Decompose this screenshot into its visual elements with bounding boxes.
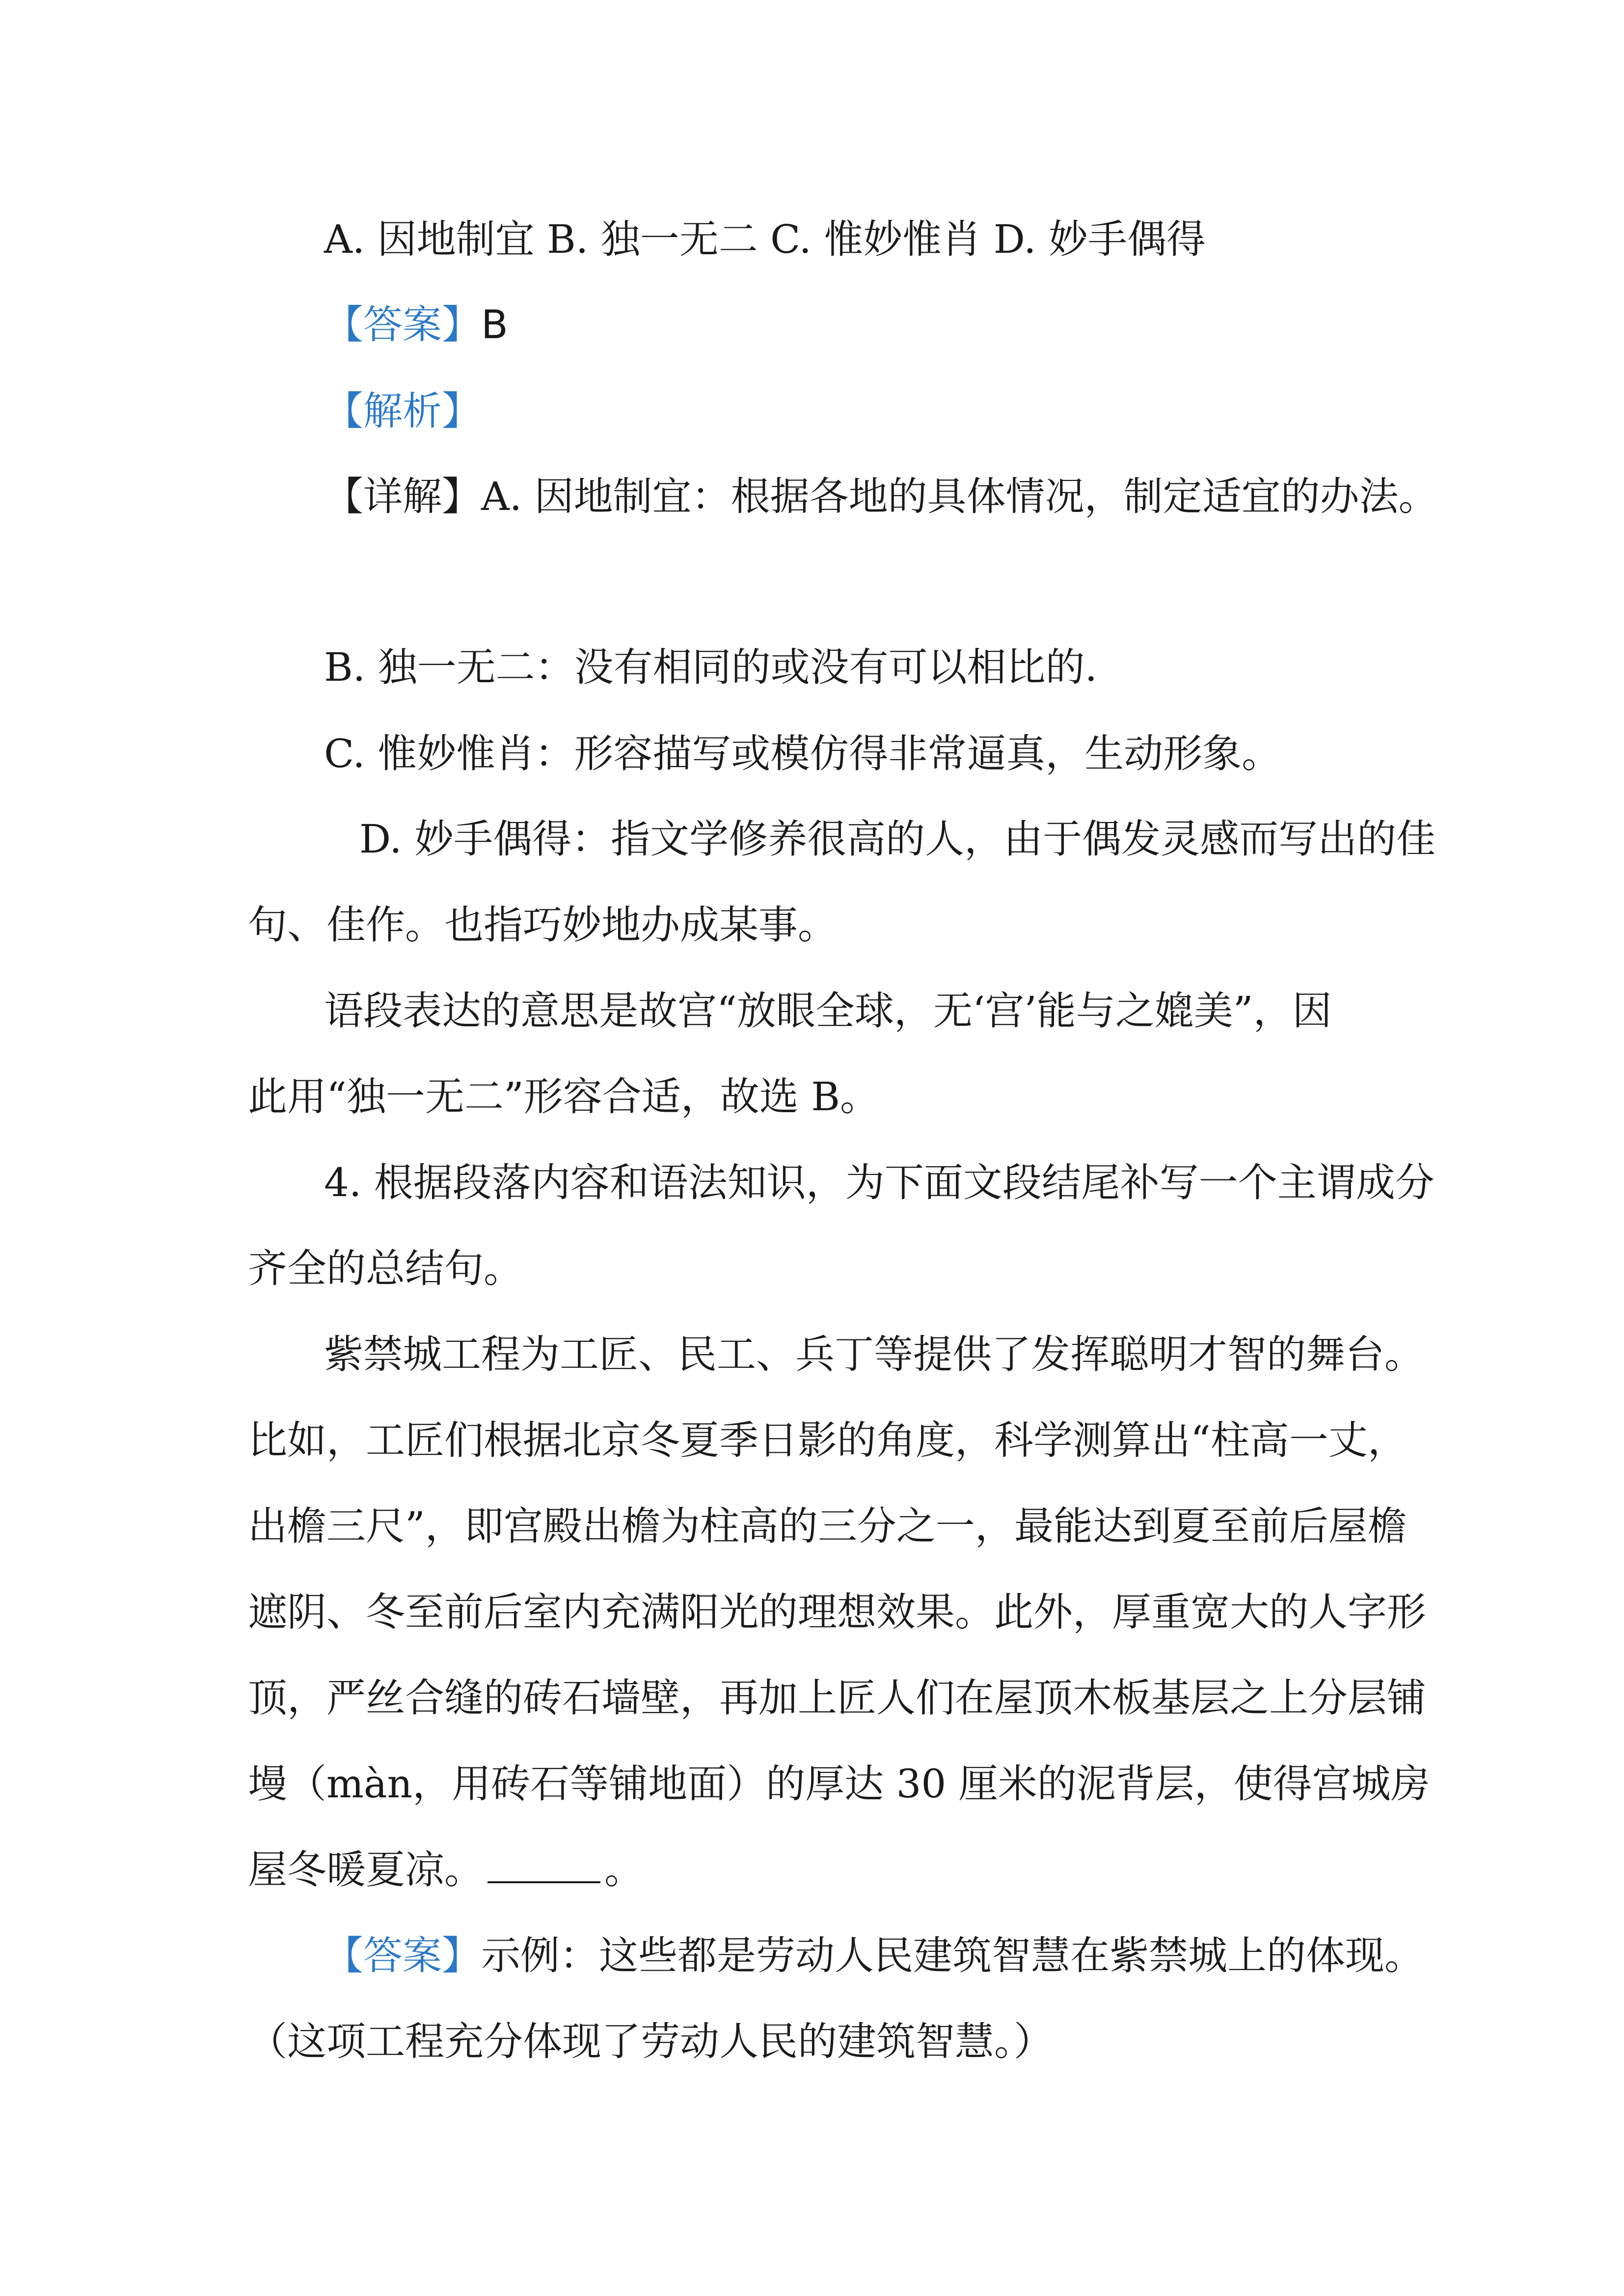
definition-d-line-1: D. 妙手偶得：指文学修养很高的人，由于偶发灵感而写出的佳 bbox=[359, 816, 1436, 862]
passage-line-5: 顶，严丝合缝的砖石墙壁，再加上匠人们在屋顶木板基层之上分层铺 bbox=[248, 1675, 1426, 1721]
definition-d-line-2: 句、佳作。也指巧妙地办成某事。 bbox=[248, 902, 837, 948]
options-line: A. 因地制宜 B. 独一无二 C. 惟妙惟肖 D. 妙手偶得 bbox=[324, 216, 1206, 262]
detail-line bbox=[324, 474, 1438, 519]
passage-line-3: 出檐三尺”，即宫殿出檐为柱高的三分之一，最能达到夏至前后屋檐 bbox=[248, 1503, 1407, 1549]
question-4-line-1: 4. 根据段落内容和语法知识，为下面文段结尾补写一个主谓成分 bbox=[324, 1160, 1435, 1205]
passage-line-6: 墁（màn，用砖石等铺地面）的厚达 30 厘米的泥背层，使得宫城房 bbox=[248, 1761, 1430, 1807]
passage-line-1: 紫禁城工程为工匠、民工、兵丁等提供了发挥聪明才智的舞台。 bbox=[324, 1332, 1424, 1377]
passage-line-7 bbox=[248, 1847, 644, 1893]
conclusion-line-1: 语段表达的意思是故宫“放眼全球，无‘宫’能与之媲美”，因 bbox=[324, 988, 1332, 1034]
passage-line-2: 比如，工匠们根据北京冬夏季日影的角度，科学测算出“柱高一丈， bbox=[248, 1417, 1407, 1463]
answer-label: 【答案】 bbox=[324, 302, 481, 347]
passage-last-text: 屋冬暖夏凉。 bbox=[248, 1847, 484, 1893]
definition-b: B. 独一无二：没有相同的或没有可以相比的. bbox=[324, 644, 1098, 690]
passage-last-end: 。 bbox=[604, 1847, 644, 1893]
answer-2-text: 示例：这些都是劳动人民建筑智慧在紫禁城上的体现。 bbox=[481, 1933, 1424, 1978]
fill-in-blank bbox=[487, 1880, 600, 1883]
definition-c: C. 惟妙惟肖：形容描写或模仿得非常逼真，生动形象。 bbox=[324, 731, 1281, 776]
passage-line-4: 遮阴、冬至前后室内充满阳光的理想效果。此外，厚重宽大的人字形 bbox=[248, 1589, 1426, 1635]
answer-value: B bbox=[481, 302, 508, 347]
detail-label: 【详解】 bbox=[324, 474, 481, 519]
answer-2-label: 【答案】 bbox=[324, 1933, 481, 1978]
answer-2-alternative: （这项工程充分体现了劳动人民的建筑智慧。） bbox=[248, 2019, 1053, 2064]
answer-line-2 bbox=[324, 1933, 1424, 1978]
detail-text: A. 因地制宜：根据各地的具体情况，制定适宜的办法。 bbox=[481, 474, 1438, 519]
analysis-label: 【解析】 bbox=[324, 388, 481, 434]
conclusion-line-2: 此用“独一无二”形容合适，故选 B。 bbox=[248, 1074, 880, 1120]
question-4-line-2: 齐全的总结句。 bbox=[248, 1246, 523, 1291]
answer-line-1 bbox=[324, 302, 508, 347]
